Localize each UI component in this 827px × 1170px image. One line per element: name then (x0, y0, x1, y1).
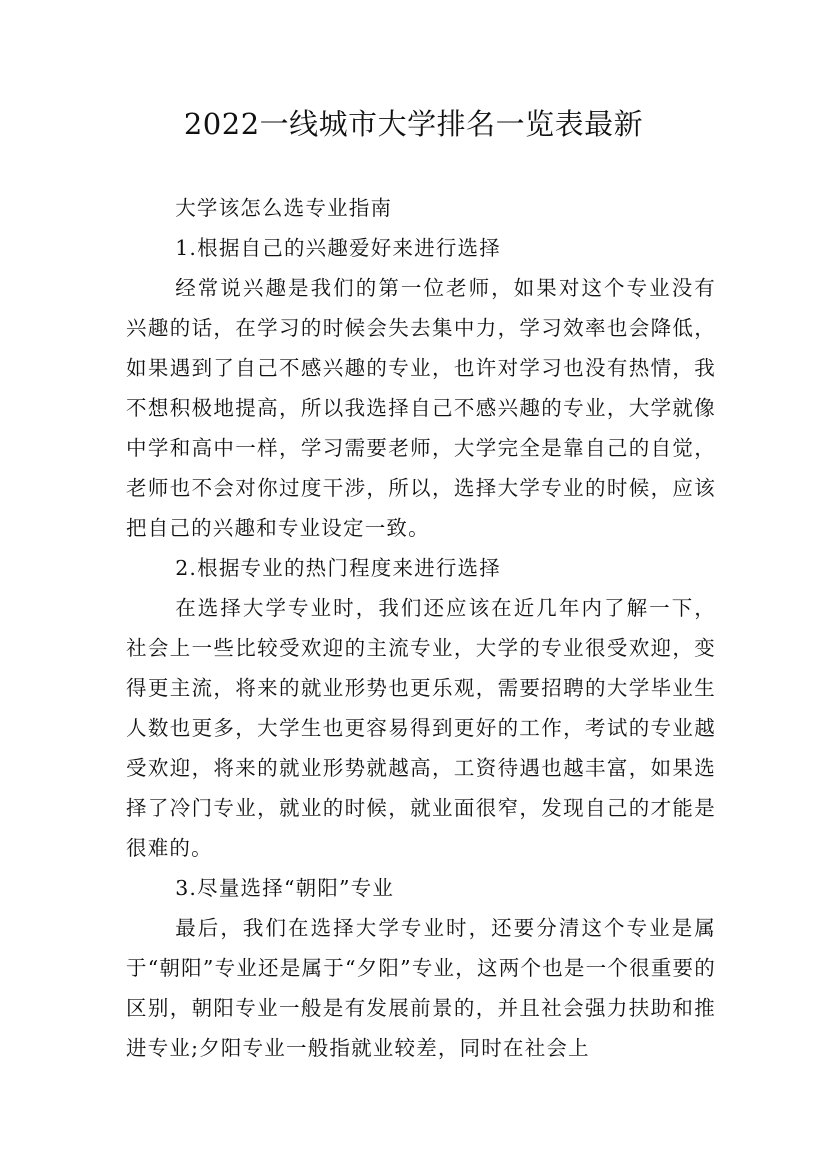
section-intro-heading: 大学该怎么选专业指南 (175, 196, 393, 220)
document-body (126, 188, 716, 1068)
document-title: 2022一线城市大学排名一览表最新 (183, 107, 644, 141)
paragraph-3: 最后，我们在选择大学专业时，还要分清这个专业是属于“朝阳”专业还是属于“夕阳”专业，这两个也是一个很重要的区别，朝阳专业一般是有发展前景的，并且社会强力扶助和推进专业;夕阳专业一般指就业较差，同时在社会上 (126, 916, 716, 1060)
section-heading-2: 2.根据专业的热门程度来进行选择 (175, 556, 501, 580)
section-heading-1: 1.根据自己的兴趣爱好来进行选择 (175, 236, 501, 260)
paragraph-1: 经常说兴趣是我们的第一位老师，如果对这个专业没有兴趣的话，在学习的时候会失去集中力，学习效率也会降低，如果遇到了自己不感兴趣的专业，也许对学习也没有热情，我不想积极地提高，所以我选择自己不感兴趣的专业，大学就像中学和高中一样，学习需要老师，大学完全是靠自己的自觉，老师也不会对你过度干涉，所以，选择大学专业的时候，应该把自己的兴趣和专业设定一致。 (126, 276, 716, 540)
section-heading-3: 3.尽量选择“朝阳”专业 (175, 876, 395, 900)
paragraph-2: 在选择大学专业时，我们还应该在近几年内了解一下，社会上一些比较受欢迎的主流专业，大学的专业很受欢迎，变得更主流，将来的就业形势也更乐观，需要招聘的大学毕业生人数也更多，大学生也更容易得到更好的工作，考试的专业越受欢迎，将来的就业形势就越高，工资待遇也越丰富，如果选择了冷门专业，就业的时候，就业面很窄，发现自己的才能是很难的。 (126, 596, 716, 860)
